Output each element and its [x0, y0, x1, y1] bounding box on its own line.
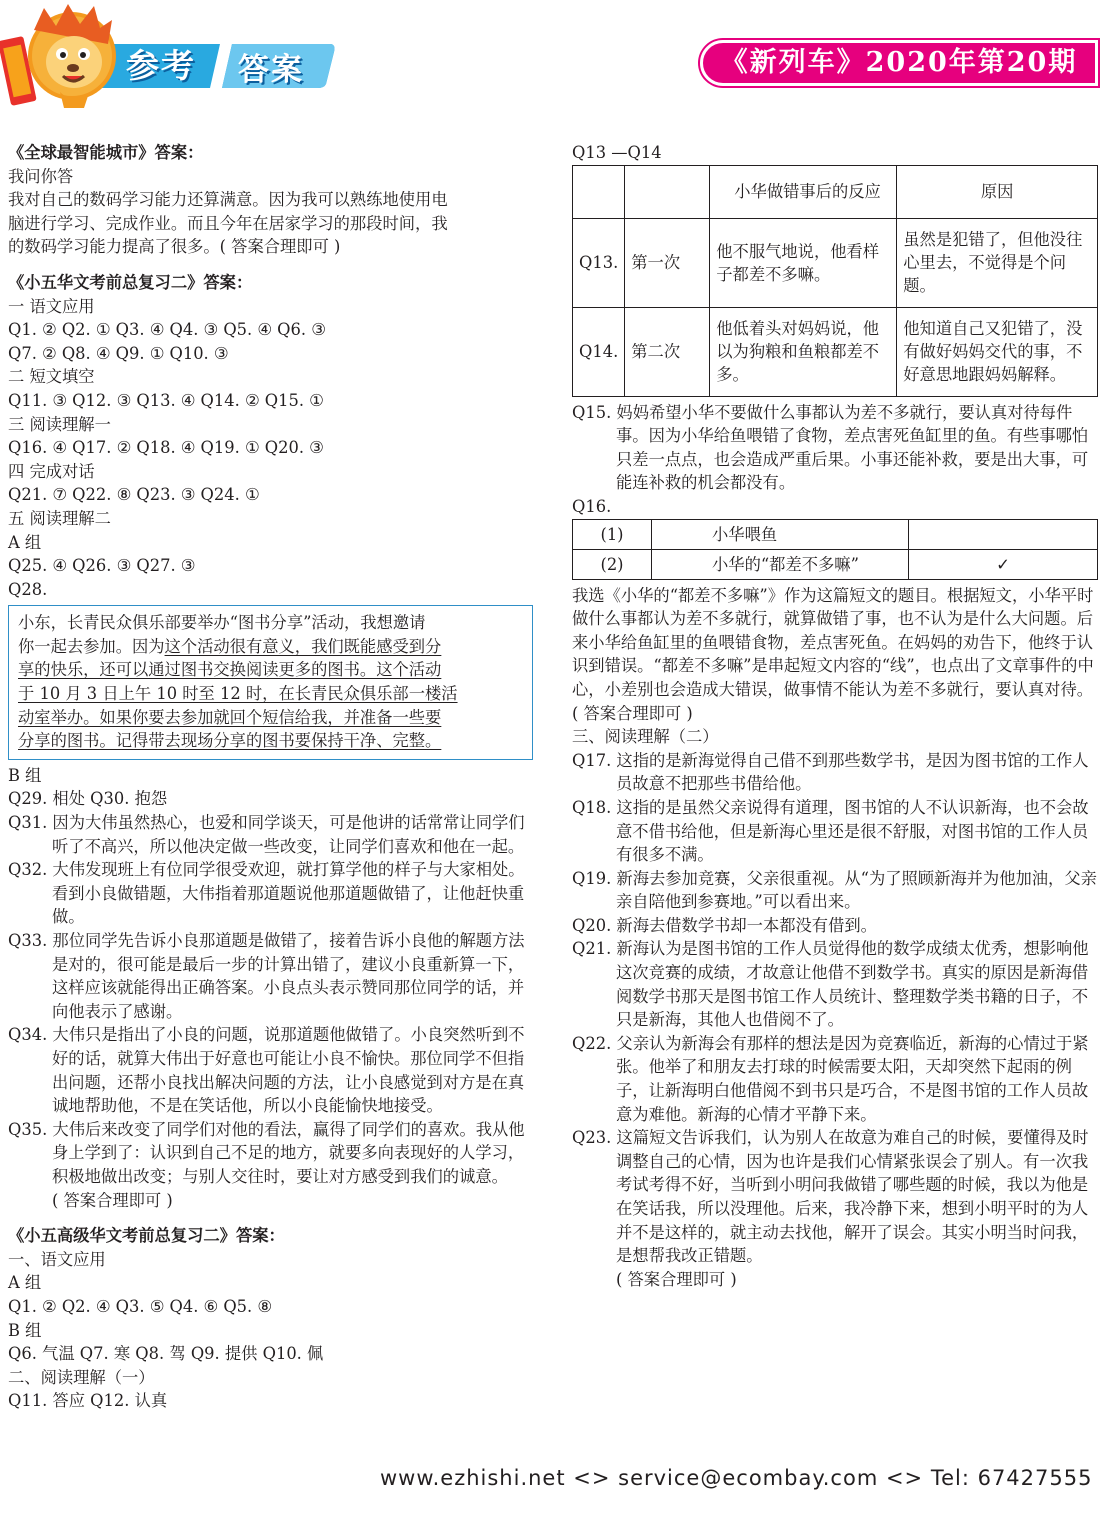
table-cell: 他低着头对妈妈说，他以为狗粮和鱼粮都差不多。 — [710, 307, 897, 396]
answer-note: ( 答案合理即可 ) — [616, 1269, 737, 1289]
answer-line: 我对自己的数码学习能力还算满意。因为我可以熟练地使用电 — [8, 190, 448, 210]
answer-line: 一、语文应用 — [8, 1249, 106, 1269]
question-label: Q13 —Q14 — [572, 143, 662, 162]
table-cell: Q13. — [573, 218, 625, 307]
table-cell — [625, 165, 710, 218]
table-cell: 虽然是犯错了，但他没往心里去，不觉得是个问题。 — [897, 218, 1098, 307]
q28-underlined-line: 享的快乐，还可以通过图书交换阅读更多的图书。这个活动 — [18, 660, 442, 680]
answer-paragraph: Q32. 大伟发现班上有位同学很受欢迎，就打算学他的样子与大家相处。看到小良做错题，大伟指着那道题说他那道题做错了，让他赶快重做。 — [8, 860, 525, 927]
answer-line: Q25. ④ Q26. ③ Q27. ③ — [8, 556, 196, 576]
q28-underlined-line: 动室举办。如果你要去参加就回个短信给我，并准备一些要 — [18, 707, 442, 727]
answer-paragraph: Q15. 妈妈希望小华不要做什么事都认为差不多就行，要认真对待每件事。因为小华给鱼喂错了食物，差点害死鱼缸里的鱼。有些事哪怕只差一点点，也会造成严重后果。小事还能补救，要是出大事，可能连补救的机会都没有。 — [572, 402, 1089, 493]
answer-paragraph: Q17. 这指的是新海觉得自己借不到那些数学书，是因为图书馆的工作人员故意不把那些书借给他。 — [572, 750, 1089, 794]
answer-note: ( 答案合理即可 ) — [52, 1190, 173, 1210]
q28-answer-box — [8, 605, 533, 760]
group-label: B 组 — [8, 765, 42, 785]
answer-paragraph: Q18. 这指的是虽然父亲说得有道理，图书馆的人不认识新海，也不会故意不借书给他，但是新海心里还是很不舒服，对图书馆的工作人员有很多不满。 — [572, 797, 1089, 865]
answer-line: 二、阅读理解（一） — [8, 1367, 155, 1387]
table-cell: (1) — [573, 519, 652, 549]
answer-note: ( 答案合理即可 ) — [572, 703, 693, 723]
table-cell: 他知道自己又犯错了，没有做好妈妈交代的事，不好意思地跟妈妈解释。 — [897, 307, 1098, 396]
right-column — [572, 141, 1098, 1291]
header-title-part2: 答案 — [238, 52, 304, 88]
footer-contact: www.ezhishi.net <> service@ecombay.com <> Tel: 67427555 — [380, 1466, 1093, 1490]
section-title: 《小五华文考前总复习二》答案： — [8, 272, 253, 292]
table-row — [573, 218, 1098, 307]
answer-line: Q11. ③ Q12. ③ Q13. ④ Q14. ② Q15. ① — [8, 390, 324, 410]
table-cell: 他不服气地说，他看样子都差不多嘛。 — [710, 218, 897, 307]
answer-line: Q1. ② Q2. ④ Q3. ⑤ Q4. ⑥ Q5. ⑧ — [8, 1296, 272, 1316]
left-column — [8, 141, 533, 1413]
answer-line: A 组 — [8, 1273, 42, 1293]
answer-paragraph: Q21. 新海认为是图书馆的工作人员觉得他的数学成绩太优秀，想影响他这次竞赛的成绩，才故意让他借不到数学书。真实的原因是新海借阅数学书那天是图书馆工作人员统计、整理数学类书籍的日子，不只是新海，其他人也借阅不了。 — [572, 939, 1089, 1030]
answer-line: Q16. ④ Q17. ② Q18. ④ Q19. ① Q20. ③ — [8, 438, 324, 458]
title-choice-table — [572, 519, 1098, 580]
q28-underlined-text: 这个活动很有意义，我们既能感受到分 — [164, 636, 442, 656]
answer-line: Q7. ② Q8. ④ Q9. ① Q10. ③ — [8, 343, 229, 363]
answer-line: 三 阅读理解一 — [8, 414, 111, 434]
answer-line: B 组 — [8, 1320, 42, 1340]
answer-line: 一 语文应用 — [8, 296, 95, 316]
q28-underlined-line: 分享的图书。记得带去现场分享的图书要保持干净、完整。 — [18, 731, 442, 751]
section-title: 《全球最智能城市》答案： — [8, 143, 204, 162]
answer-line: 脑进行学习、完成作业。而且今年在居家学习的那段时间，我 — [8, 213, 448, 233]
q28-text: 你一起去参加。因为 — [18, 636, 165, 656]
table-header-cell: 原因 — [897, 165, 1098, 218]
q28-line — [18, 635, 523, 659]
answer-line: 的数码学习能力提高了很多。( 答案合理即可 ) — [8, 237, 341, 257]
answer-paragraph: Q23. 这篇短文告诉我们，认为别人在故意为难自己的时候，要懂得及时调整自己的心情，因为也许是我们心情紧张误会了别人。有一次我考试考得不好，当听到小明问我做错了哪些题的时候，我以为他是在笑话我，所以没理他。后来，我冷静下来，想到小明平时的为人并不是这样的，就主动去找他，解开了误会。其实小明当时问我，是想帮我改正错题。 — [572, 1128, 1089, 1266]
table-cell: 小华的“都差不多嘛” — [652, 549, 909, 579]
answer-paragraph: Q19. 新海去参加竞赛，父亲很重视。从“为了照顾新海并为他加油，父亲亲自陪他到参赛地。”可以看出来。 — [572, 868, 1097, 912]
answer-paragraph: Q33. 那位同学先告诉小良那道题是做错了，接着告诉小良他的解题方法是对的，很可能是最后一步的计算出错了，建议小良重新算一下，这样应该就能得出正确答案。小良点头表示赞同那位同学的话，并向他表示了感谢。 — [8, 931, 525, 1021]
table-cell: (2) — [573, 549, 652, 579]
section-title: 三、阅读理解（二） — [572, 727, 719, 747]
table-cell: Q14. — [573, 307, 625, 396]
answer-line: Q29. 相处 Q30. 抱怨 — [8, 789, 168, 809]
table-cell: 第一次 — [625, 218, 710, 307]
table-cell — [909, 519, 1098, 549]
answer-paragraph: 我选《小华的“都差不多嘛”》作为这篇短文的题目。根据短文，小华平时做什么事都认为差不多就行，就算做错了事，也不认为是什么大问题。后来小华给鱼缸里的鱼喂错食物，差点害死鱼。在妈妈的劝告下，他终于认识到错误。“都差不多嘛”是串起短文内容的“线”，也点出了文章事件的中心，小差别也会造成大错误，做事情不能认为差不多就行，要认真对待。 — [572, 585, 1094, 699]
answer-line: Q1. ② Q2. ① Q3. ④ Q4. ③ Q5. ④ Q6. ③ — [8, 320, 326, 340]
check-mark-icon: ✓ — [909, 549, 1098, 579]
table-cell: 小华喂鱼 — [652, 519, 909, 549]
answer-line: Q28. — [8, 579, 48, 599]
answer-paragraph: Q35. 大伟后来改变了同学们对他的看法，赢得了同学们的喜欢。我从他身上学到了：认识到自己不足的地方，就要多向表现好的人学习，积极地做出改变；与别人交往时，要让对方感受到我们的诚意。 — [8, 1119, 525, 1186]
header-title-part1: 参考 — [126, 46, 196, 85]
answer-paragraph: Q20. 新海去借数学书却一本都没有借到。 — [572, 915, 877, 935]
answer-paragraph: Q22. 父亲认为新海会有那样的想法是因为竞赛临近，新海的心情过于紧张。他举了和朋友去打球的时候需要太阳，天却突然下起雨的例子，让新海明白他借阅不到书只是巧合，不是图书馆的工作人员故意为难他。新海的心情才平静下来。 — [572, 1033, 1089, 1124]
subsection-title: 我问你答 — [8, 166, 74, 186]
answer-line: A 组 — [8, 532, 42, 552]
answer-paragraph: Q34. 大伟只是指出了小良的问题，说那道题他做错了。小良突然听到不好的话，就算大伟出于好意也可能让小良不愉快。那位同学不但指出问题，还帮小良找出解决问题的方法，让小良感觉到对方是在真诚地帮助他，不是在笑话他，所以小良能愉快地接受。 — [8, 1025, 525, 1116]
table-row — [573, 549, 1098, 579]
answer-line: 五 阅读理解二 — [8, 508, 111, 528]
table-cell — [573, 165, 625, 218]
q28-underlined-line: 于 10 月 3 日上午 10 时至 12 时，在长青民众俱乐部一楼活 — [18, 684, 458, 704]
reaction-table — [572, 165, 1098, 397]
page-header — [0, 0, 1100, 110]
table-cell: 第二次 — [625, 307, 710, 396]
answer-line: Q6. 气温 Q7. 寒 Q8. 驾 Q9. 提供 Q10. 佩 — [8, 1344, 324, 1364]
answer-line: Q21. ⑦ Q22. ⑧ Q23. ③ Q24. ① — [8, 485, 260, 505]
table-row — [573, 307, 1098, 396]
q28-line: 小东，长青民众俱乐部要举办“图书分享”活动，我想邀请 — [18, 613, 426, 633]
answer-line: 四 完成对话 — [8, 461, 95, 481]
table-row — [573, 519, 1098, 549]
answer-line: Q11. 答应 Q12. 认真 — [8, 1391, 168, 1411]
header-title — [120, 40, 340, 86]
section-title: 《小五高级华文考前总复习二》答案： — [8, 1226, 285, 1246]
answer-line: 二 短文填空 — [8, 367, 95, 387]
table-header-cell: 小华做错事后的反应 — [710, 165, 897, 218]
question-label: Q16. — [572, 496, 612, 516]
table-row — [573, 165, 1098, 218]
answer-paragraph: Q31. 因为大伟虽然热心，也爱和同学谈天，可是他讲的话常常让同学们听了不高兴，所以他决定做一些改变，让同学们喜欢和他在一起。 — [8, 813, 525, 856]
issue-badge: 《新列车》2020年第20期 — [700, 40, 1098, 86]
